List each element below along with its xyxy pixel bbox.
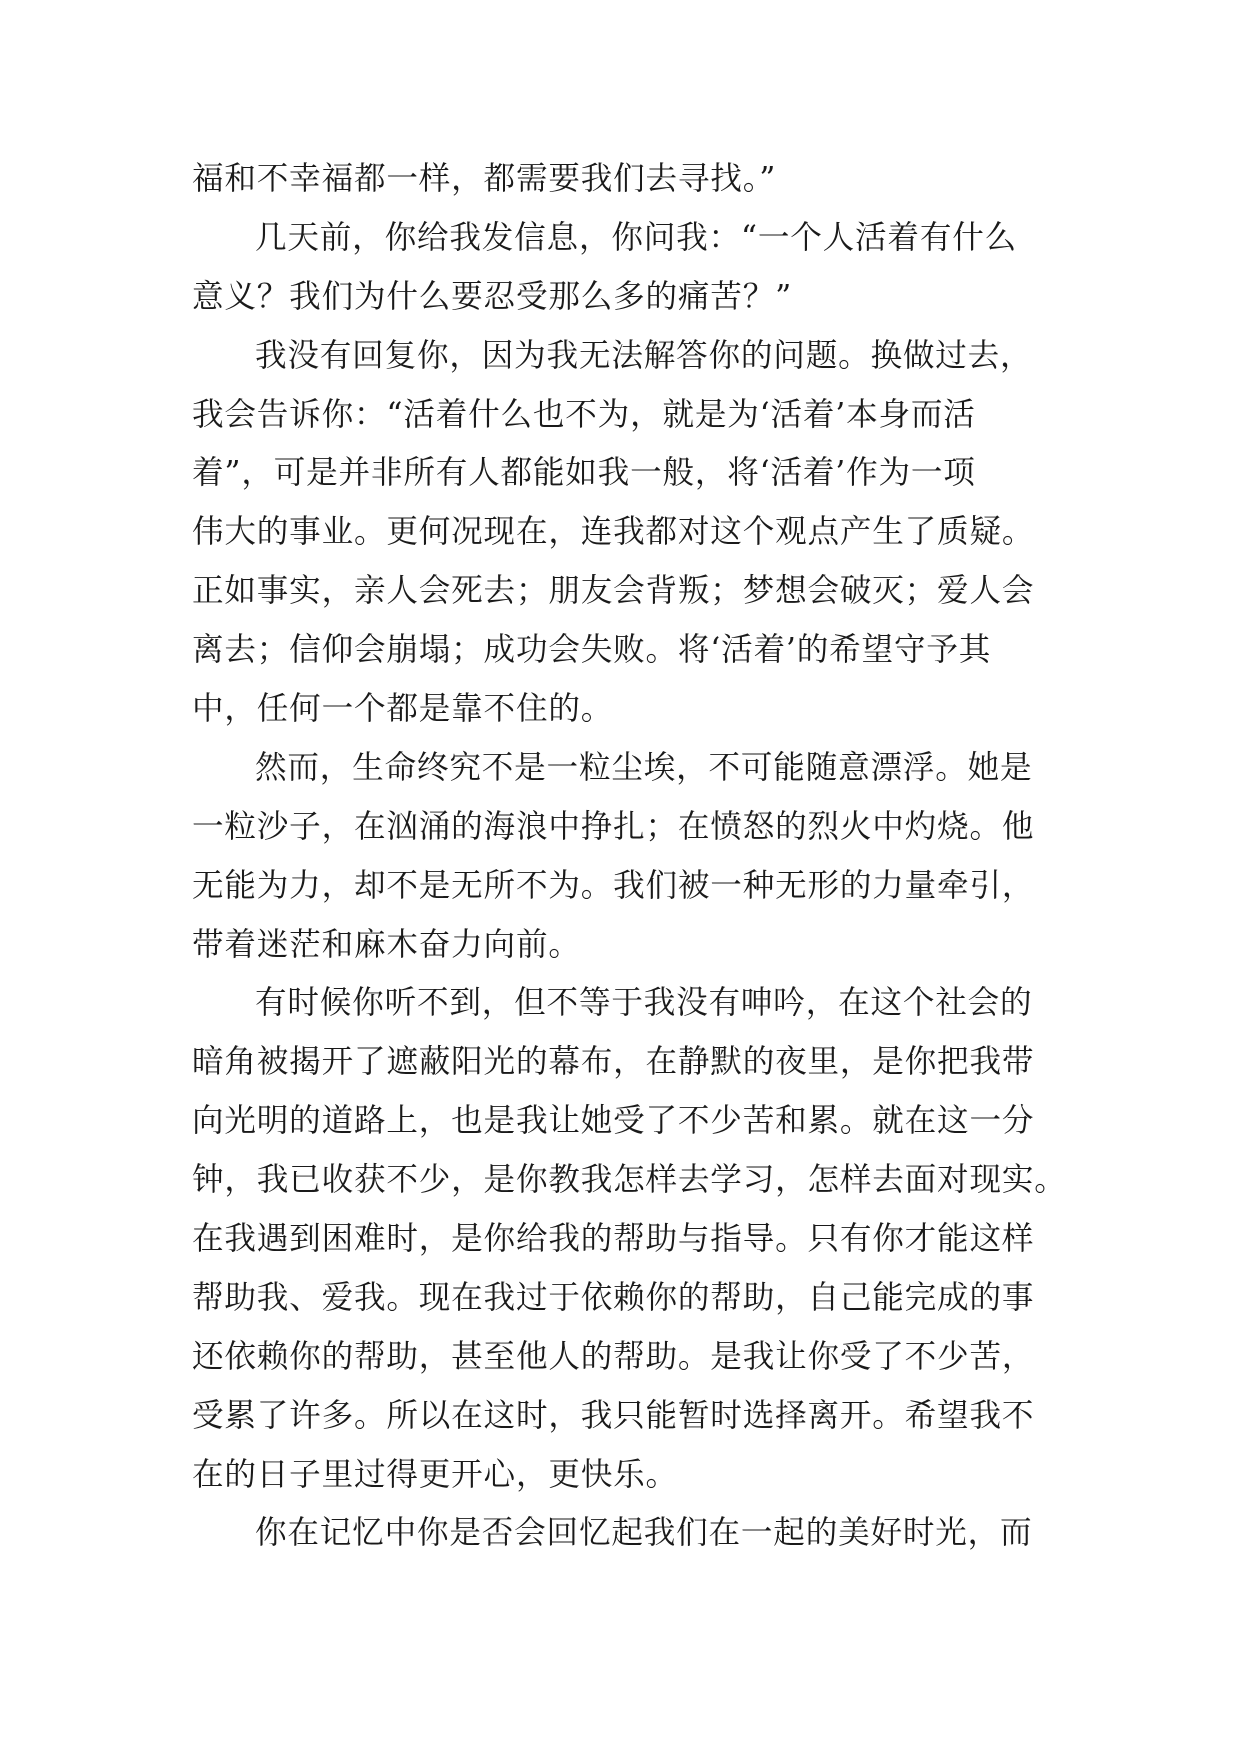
- text-line: 有时候你听不到，但不等于我没有呻吟，在这个社会的: [255, 985, 1033, 1022]
- text-line: 几天前，你给我发信息，你问我：“一个人活着有什么: [255, 219, 1018, 256]
- document-body: [192, 150, 1072, 1563]
- text-line: 帮助我、爱我。现在我过于依赖你的帮助，自己能完成的事: [192, 1279, 1035, 1316]
- text-line: 钟，我已收获不少，是你教我怎样去学习，怎样去面对现实。: [192, 1162, 1067, 1199]
- text-line: 我没有回复你，因为我无法解答你的问题。换做过去，: [255, 337, 1033, 374]
- text-line: 着”，可是并非所有人都能如我一般，将‘活着’作为一项: [192, 455, 976, 492]
- text-line: 伟大的事业。更何况现在，连我都对这个观点产生了质疑。: [192, 514, 1035, 551]
- text-line: 一粒沙子，在汹涌的海浪中挣扎；在愤怒的烈火中灼烧。他: [192, 808, 1035, 845]
- text-line: 你在记忆中你是否会回忆起我们在一起的美好时光，而: [255, 1515, 1033, 1552]
- text-line: 还依赖你的帮助，甚至他人的帮助。是我让你受了不少苦，: [192, 1338, 1035, 1375]
- text-line: 我会告诉你：“活着什么也不为，就是为‘活着’本身而活: [192, 396, 976, 433]
- text-line: 然而，生命终究不是一粒尘埃，不可能随意漂浮。她是: [255, 749, 1033, 786]
- text-line: 在我遇到困难时，是你给我的帮助与指导。只有你才能这样: [192, 1221, 1035, 1258]
- text-line: 向光明的道路上，也是我让她受了不少苦和累。就在这一分: [192, 1103, 1035, 1140]
- text-line: 中，任何一个都是靠不住的。: [192, 691, 614, 728]
- text-line: 暗角被揭开了遮蔽阳光的幕布，在静默的夜里，是你把我带: [192, 1044, 1035, 1081]
- text-line: 带着迷茫和麻木奋力向前。: [192, 926, 581, 963]
- text-line: 在的日子里过得更开心，更快乐。: [192, 1456, 678, 1493]
- text-line: 意义？我们为什么要忍受那么多的痛苦？”: [192, 278, 793, 315]
- text-line: 离去；信仰会崩塌；成功会失败。将‘活着’的希望守予其: [192, 632, 992, 669]
- text-line: 受累了许多。所以在这时，我只能暂时选择离开。希望我不: [192, 1397, 1035, 1434]
- text-line: 无能为力，却不是无所不为。我们被一种无形的力量牵引，: [192, 867, 1035, 904]
- text-line: 正如事实，亲人会死去；朋友会背叛；梦想会破灭；爱人会: [192, 573, 1035, 610]
- text-line: 福和不幸福都一样，都需要我们去寻找。”: [192, 161, 777, 197]
